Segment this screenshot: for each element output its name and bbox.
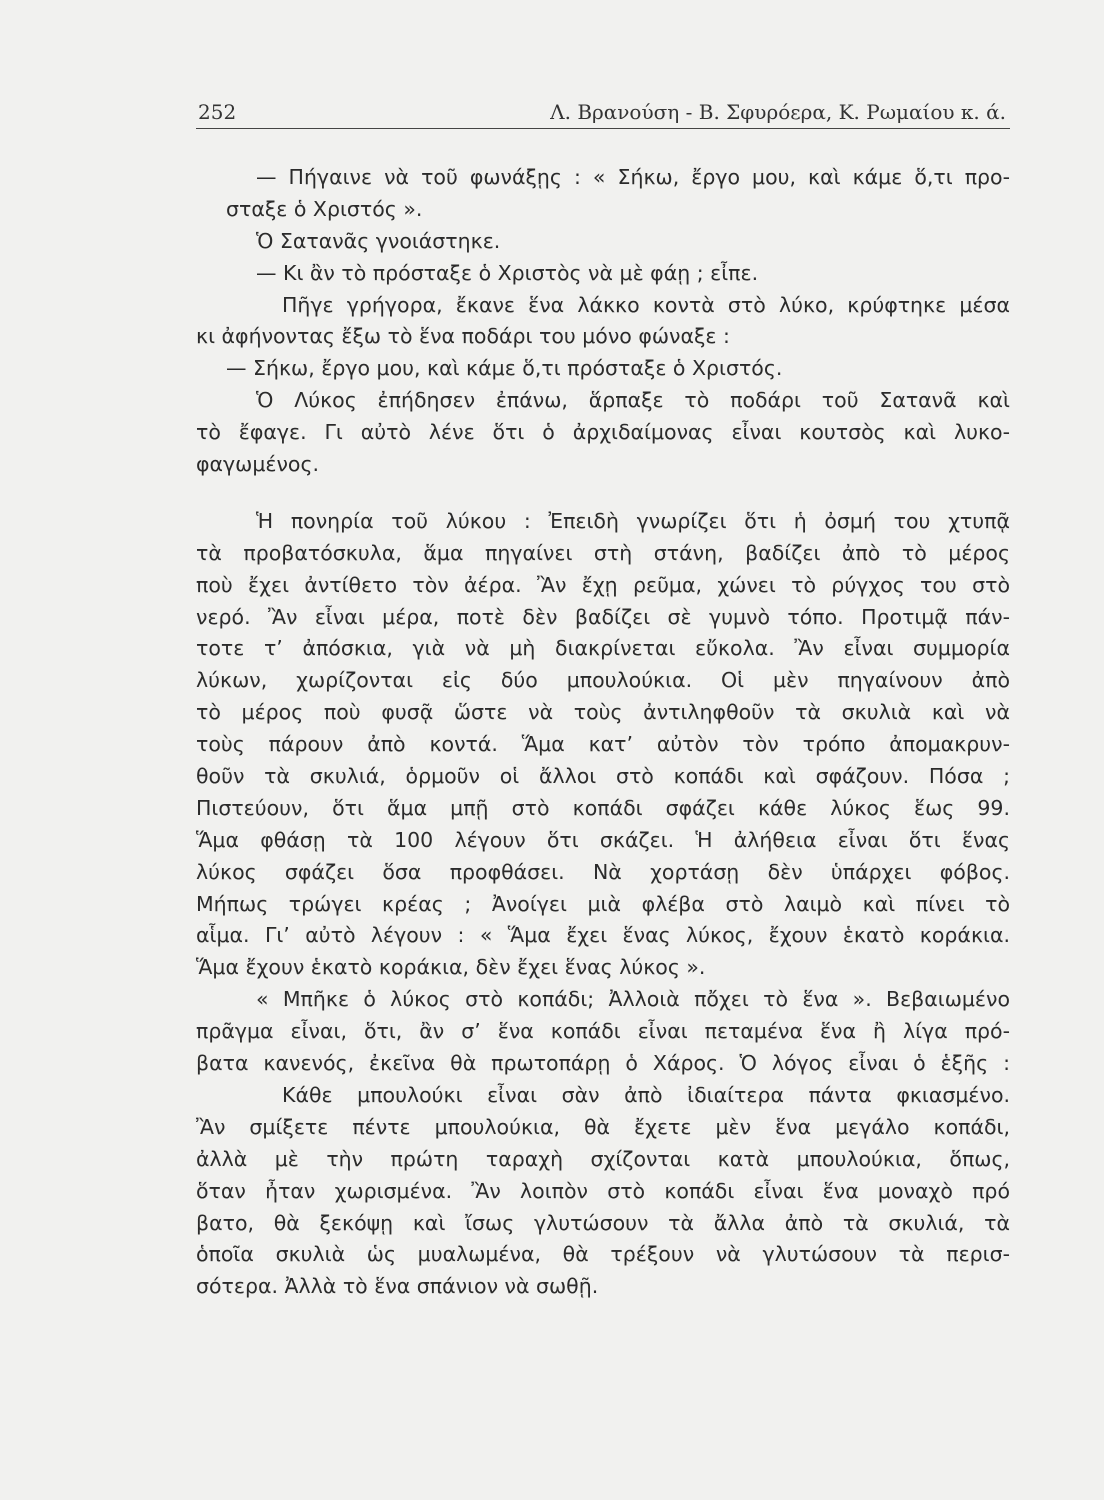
text-line: τοτε τ’ ἀπόσκια, γιὰ νὰ μὴ διακρίνεται εὔκολα. Ἂν εἶναι συμμορία (196, 636, 1010, 661)
text-line: βατα κανενός, ἐκεῖνα θὰ πρωτοπάρῃ ὁ Χάρος. Ὁ λόγος εἶναι ὁ ἑξῆς : (196, 1051, 1010, 1076)
text-line: τοὺς πάρουν ἀπὸ κοντά. Ἅμα κατ’ αὐτὸν τὸν τρόπο ἀπομακρυν- (196, 732, 1010, 757)
text-line: Ὁ Λύκος ἐπήδησεν ἐπάνω, ἅρπαξε τὸ ποδάρι τοῦ Σατανᾶ καὶ (256, 388, 1010, 413)
text-line: λύκος σφάζει ὅσα προφθάσει. Νὰ χορτάσῃ δὲν ὑπάρχει φόβος. (196, 859, 1010, 884)
text-line: τὸ ἔφαγε. Γι αὐτὸ λένε ὅτι ὁ ἀρχιδαίμονας εἶναι κουτσὸς καὶ λυκο- (196, 420, 1010, 445)
running-head: Λ. Βρανούση - Β. Σφυρόερα, Κ. Ρωμαίου κ. ά. (550, 100, 1006, 124)
text-line: τὸ μέρος ποὺ φυσᾷ ὥστε νὰ τοὺς ἀντιληφθοῦν τὰ σκυλιὰ καὶ νὰ (196, 700, 1010, 725)
text-line: σταξε ὁ Χριστός ». (226, 196, 423, 221)
text-line: — Σήκω, ἔργο μου, καὶ κάμε ὅ,τι πρόσταξε ὁ Χριστός. (226, 356, 783, 381)
text-line: ὅταν ἦταν χωρισμένα. Ἂν λοιπὸν στὸ κοπάδι εἶναι ἕνα μοναχὸ πρό (196, 1178, 1010, 1203)
text-line: πρᾶγμα εἶναι, ὅτι, ἂν σ’ ἕνα κοπάδι εἶναι πεταμένα ἕνα ἢ λίγα πρό- (196, 1019, 1010, 1044)
text-line: — Κι ἂν τὸ πρόσταξε ὁ Χριστὸς νὰ μὲ φάῃ ; εἶπε. (256, 260, 759, 285)
text-line: αἷμα. Γι’ αὐτὸ λέγουν : « Ἅμα ἔχει ἕνας λύκος, ἔχουν ἑκατὸ κοράκια. (196, 923, 1010, 948)
body-text (196, 162, 1010, 1303)
text-line: φαγωμένος. (196, 452, 319, 477)
text-line: λύκων, χωρίζονται εἰς δύο μπουλούκια. Οἱ μὲν πηγαίνουν ἀπὸ (196, 668, 1010, 693)
text-line: τὰ προβατόσκυλα, ἅμα πηγαίνει στὴ στάνη, βαδίζει ἀπὸ τὸ μέρος (196, 540, 1010, 565)
text-line: Πιστεύουν, ὅτι ἅμα μπῇ στὸ κοπάδι σφάζει κάθε λύκος ἕως 99. (196, 795, 1010, 820)
paragraph-gap (196, 481, 1010, 506)
text-line: Ἂν σμίξετε πέντε μπουλούκια, θὰ ἔχετε μὲν ἕνα μεγάλο κοπάδι, (196, 1114, 1010, 1139)
text-line: ὁποῖα σκυλιὰ ὡς μυαλωμένα, θὰ τρέξουν νὰ γλυτώσουν τὰ περισ- (196, 1242, 1010, 1267)
text-line: Μήπως τρώγει κρέας ; Ἀνοίγει μιὰ φλέβα στὸ λαιμὸ καὶ πίνει τὸ (196, 891, 1010, 916)
text-line: νερό. Ἂν εἶναι μέρα, ποτὲ δὲν βαδίζει σὲ γυμνὸ τόπο. Προτιμᾷ πάν- (196, 604, 1010, 629)
text-line: σότερα. Ἀλλὰ τὸ ἕνα σπάνιον νὰ σωθῇ. (196, 1274, 599, 1299)
text-line: Ἅμα ἔχουν ἑκατὸ κοράκια, δὲν ἔχει ἕνας λύκος ». (196, 955, 706, 980)
text-line: ποὺ ἔχει ἀντίθετο τὸν ἀέρα. Ἂν ἔχῃ ρεῦμα, χώνει τὸ ρύγχος του στὸ (196, 572, 1010, 597)
text-line: Πῆγε γρήγορα, ἔκανε ἕνα λάκκο κοντὰ στὸ λύκο, κρύφτηκε μέσα (282, 292, 1010, 317)
text-line: « Μπῆκε ὁ λύκος στὸ κοπάδι; Ἀλλοιὰ πὄχει τὸ ἕνα ». Βεβαιωμένο (256, 987, 1010, 1012)
text-line: Ἅμα φθάσῃ τὰ 100 λέγουν ὅτι σκάζει. Ἡ ἀλήθεια εἶναι ὅτι ἕνας (196, 827, 1010, 852)
text-line: — Πήγαινε νὰ τοῦ φωνάξῃς : « Σήκω, ἔργο μου, καὶ κάμε ὅ,τι προ- (256, 165, 1010, 189)
page-number: 252 (198, 100, 237, 124)
text-line: Ἡ πονηρία τοῦ λύκου : Ἐπειδὴ γνωρίζει ὅτι ἡ ὀσμή του χτυπᾷ (256, 508, 1010, 533)
text-line: ἀλλὰ μὲ τὴν πρώτη ταραχὴ σχίζονται κατὰ μπουλούκια, ὅπως, (196, 1146, 1010, 1171)
text-line: Κάθε μπουλούκι εἶναι σὰν ἀπὸ ἰδιαίτερα πάντα φκιασμένο. (282, 1082, 1010, 1107)
text-line: Ὁ Σατανᾶς γνοιάστηκε. (256, 228, 501, 253)
text-line: βατο, θὰ ξεκόψῃ καὶ ἴσως γλυτώσουν τὰ ἄλλα ἀπὸ τὰ σκυλιά, τὰ (196, 1210, 1010, 1235)
text-line: κι ἀφήνοντας ἔξω τὸ ἕνα ποδάρι του μόνο φώναξε : (196, 324, 730, 349)
page-header (196, 94, 1010, 129)
text-line: θοῦν τὰ σκυλιά, ὁρμοῦν οἱ ἄλλοι στὸ κοπάδι καὶ σφάζουν. Πόσα ; (196, 764, 1010, 789)
